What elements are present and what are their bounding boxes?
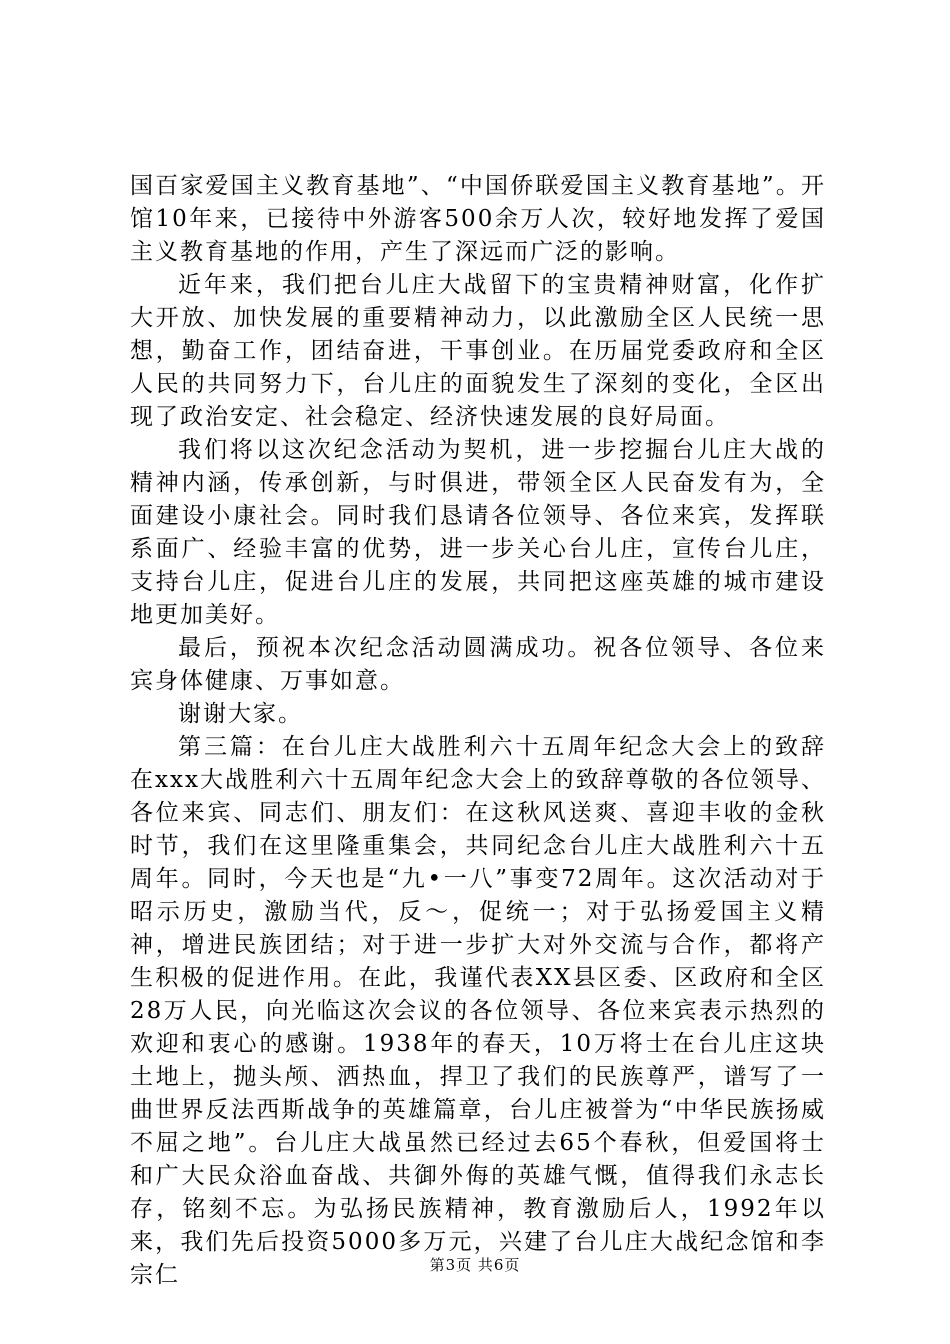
page-footer: 第3页 共6页 xyxy=(429,1256,521,1274)
paragraph-recent-years: 近年来，我们把台儿庄大战留下的宝贵精神财富，化作扩大开放、加快发展的重要精神动力，以此激励全区人民统一思想，勤奋工作，团结奋进，干事创业。在历届党委政府和全区人民的共同努力下，台儿庄的面貌发生了深刻的变化，全区出现了政治安定、社会稳定、经济快速发展的良好局面。 xyxy=(130,272,826,430)
paragraph-commemoration: 我们将以这次纪念活动为契机，进一步挖掘台儿庄大战的精神内涵，传承创新，与时俱进，带领全区人民奋发有为，全面建设小康社会。同时我们恳请各位领导、各位来宾，发挥联系面广、经验丰富的优势，进一步关心台儿庄，宣传台儿庄，支持台儿庄，促进台儿庄的发展，共同把这座英雄的城市建设地更加美好。 xyxy=(130,437,826,628)
document-body xyxy=(130,170,826,1292)
paragraph-thanks: 谢谢大家。 xyxy=(178,701,303,727)
paragraph-third-article: 第三篇：在台儿庄大战胜利六十五周年纪念大会上的致辞在xxx大战胜利六十五周年纪念大会上的致辞尊敬的各位领导、各位来宾、同志们、朋友们：在这秋风送爽、喜迎丰收的金秋时节，我们在这里隆重集会，共同纪念台儿庄大战胜利六十五周年。同时，今天也是“九•一八”事变72周年。这次活动对于昭示历史，激励当代，反～，促统一；对于弘扬爱国主义精神，增进民族团结；对于进一步扩大对外交流与合作，都将产生积极的促进作用。在此，我谨代表XX县区委、区政府和全区28万人民，向光临这次会议的各位领导、各位来宾表示热烈的欢迎和衷心的感谢。1938年的春天，10万将士在台儿庄这块土地上，抛头颅、洒热血，捍卫了我们的民族尊严，谱写了一曲世界反法西斯战争的英雄篇章，台儿庄被誉为“中华民族扬威不屈之地”。台儿庄大战虽然已经过去65个春秋，但爱国将士和广大民众浴血奋战、共御外侮的英雄气慨，值得我们永志长存，铭刻不忘。为弘扬民族精神，教育激励后人，1992年以来，我们先后投资5000多万元，兴建了台儿庄大战纪念馆和李宗仁 xyxy=(130,734,826,1288)
paragraph-closing-wishes: 最后，预祝本次纪念活动圆满成功。祝各位领导、各位来宾身体健康、万事如意。 xyxy=(130,635,826,694)
paragraph-continuation: 国百家爱国主义教育基地”、“中国侨联爱国主义教育基地”。开馆10年来，已接待中外游客500余万人次，较好地发挥了爱国主义教育基地的作用，产生了深远而广泛的影响。 xyxy=(130,173,826,265)
